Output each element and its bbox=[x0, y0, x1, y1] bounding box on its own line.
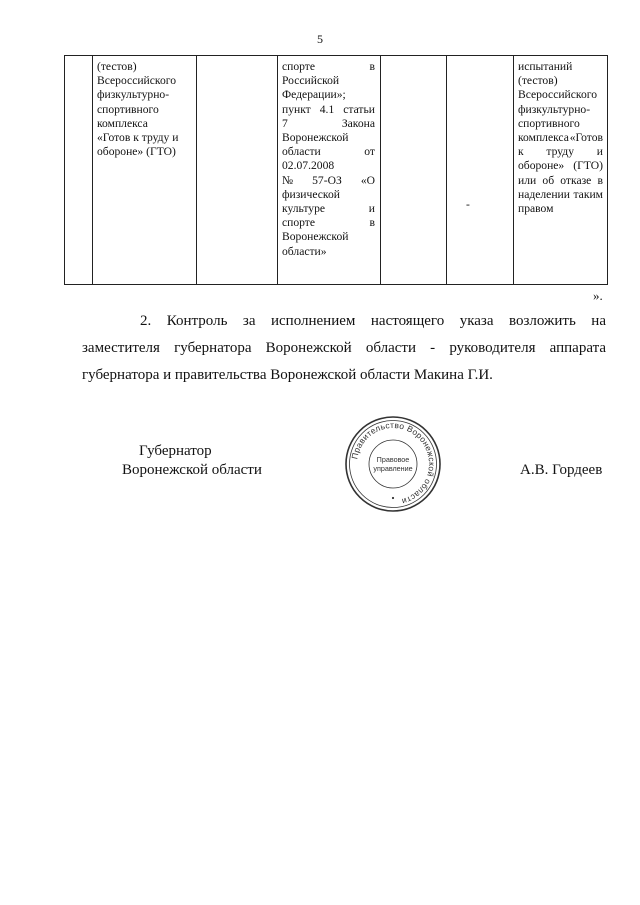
cell-line: спорте в bbox=[282, 216, 375, 230]
table-bottom-border bbox=[64, 284, 607, 285]
cell-line: спортивного bbox=[97, 102, 159, 116]
cell-line: пункт 4.1 статьи bbox=[282, 102, 375, 116]
table-column-divider bbox=[92, 55, 93, 285]
signatory-name: А.В. Гордеев bbox=[520, 462, 603, 478]
signatory-title bbox=[122, 442, 282, 480]
table-column-divider bbox=[513, 55, 514, 285]
table-column-divider bbox=[196, 55, 197, 285]
table-column-divider bbox=[607, 55, 608, 285]
signatory-title-line: Воронежской области bbox=[122, 462, 262, 478]
table-cell-legal-basis bbox=[282, 60, 375, 259]
paragraph-line: 2. Контроль за исполнением настоящего указа возложить на bbox=[140, 313, 606, 329]
cell-line: спорте в bbox=[282, 60, 375, 73]
cell-line: Всероссийского bbox=[97, 74, 176, 88]
stamp-center-text: управление bbox=[373, 464, 413, 473]
signatory-title-line: Губернатор bbox=[139, 443, 212, 459]
cell-line: области» bbox=[282, 244, 327, 258]
control-paragraph bbox=[82, 308, 606, 389]
cell-line: области от bbox=[282, 145, 375, 159]
cell-line: (тестов) bbox=[97, 60, 137, 73]
official-stamp bbox=[343, 414, 443, 514]
cell-line: Федерации»; bbox=[282, 88, 346, 102]
stamp-ring-text: Правительство Воронежской области bbox=[349, 419, 438, 507]
table-top-border bbox=[64, 55, 607, 56]
cell-line: 02.07.2008 bbox=[282, 159, 335, 173]
table-column-divider bbox=[446, 55, 447, 285]
cell-line: испытаний bbox=[518, 60, 573, 73]
cell-line: комплекса «Готов bbox=[518, 131, 603, 145]
closing-quote: ». bbox=[593, 288, 603, 303]
cell-line: или об отказе в bbox=[518, 173, 603, 187]
cell-line: физкультурно- bbox=[97, 88, 170, 102]
cell-line: Всероссийского bbox=[518, 88, 597, 102]
cell-line: физкультурно- bbox=[518, 102, 591, 116]
cell-line: (тестов) bbox=[518, 74, 558, 88]
table-column-divider bbox=[64, 55, 65, 285]
cell-line: комплекса bbox=[97, 116, 148, 130]
page-number: 5 bbox=[317, 32, 323, 46]
cell-line: Российской bbox=[282, 74, 340, 88]
paragraph-line: губернатора и правительства Воронежской области Макина Г.И. bbox=[82, 367, 493, 383]
cell-line: наделении таким bbox=[518, 187, 603, 201]
cell-line: правом bbox=[518, 202, 554, 216]
table-cell-event-name bbox=[97, 60, 193, 159]
cell-line: № 57-ОЗ «О bbox=[282, 173, 375, 187]
table-column-divider bbox=[277, 55, 278, 285]
stamp-center-text: Правовое bbox=[376, 455, 410, 464]
cell-line: «Готов к труду и bbox=[97, 131, 179, 145]
cell-line: - bbox=[466, 198, 470, 211]
cell-line: к труду и bbox=[518, 145, 603, 159]
cell-line: культуре и bbox=[282, 202, 375, 216]
paragraph-line: заместителя губернатора Воронежской области - руководителя аппарата bbox=[82, 340, 606, 356]
table-cell-dash bbox=[466, 198, 486, 212]
cell-line: физической bbox=[282, 187, 340, 201]
cell-line: обороне» (ГТО) bbox=[97, 145, 176, 159]
table-cell-result bbox=[518, 60, 603, 216]
cell-line: Воронежской bbox=[282, 230, 349, 244]
stamp-dot bbox=[392, 497, 394, 499]
cell-line: обороне» (ГТО) bbox=[518, 159, 603, 173]
cell-line: спортивного bbox=[518, 116, 580, 130]
table-column-divider bbox=[380, 55, 381, 285]
cell-line: 7 Закона bbox=[282, 116, 375, 130]
cell-line: Воронежской bbox=[282, 131, 349, 145]
